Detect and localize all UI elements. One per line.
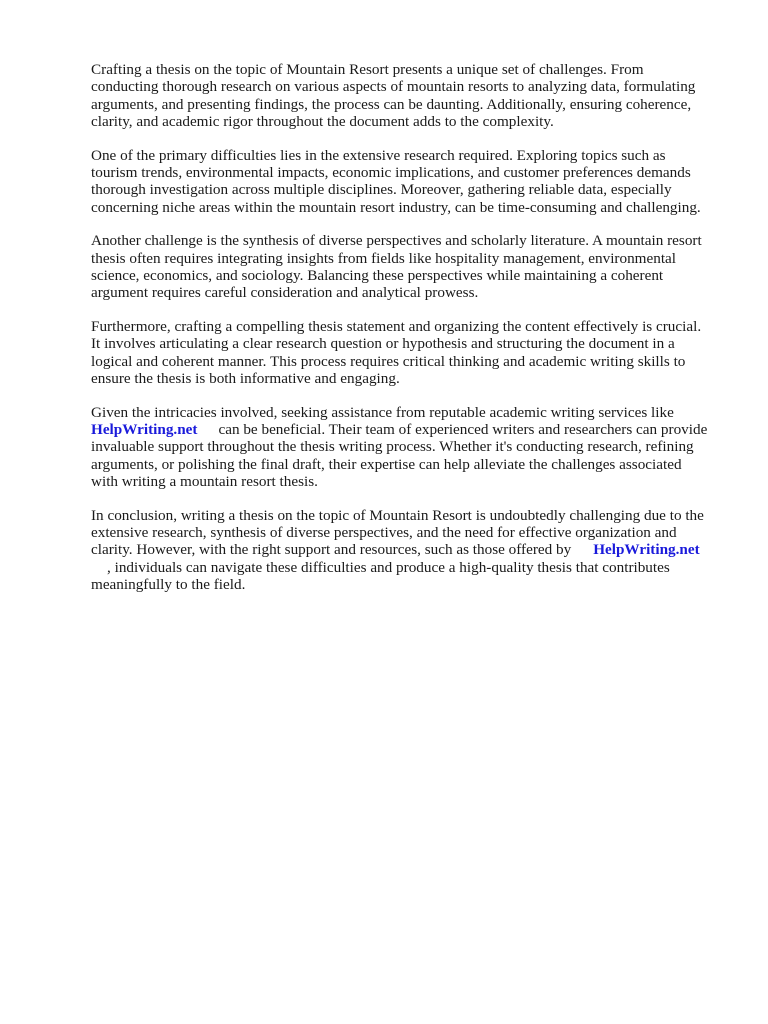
- text-line: invaluable support throughout the thesis writing process. Whether it's conducting research, refining: [91, 438, 694, 456]
- text-line: It involves articulating a clear research question or hypothesis and structuring the document in a: [91, 335, 675, 353]
- text-line: arguments, or polishing the final draft, their expertise can help alleviate the challenges associated: [91, 455, 682, 473]
- text-line: thesis often requires integrating insights from fields like hospitality management, environmental: [91, 249, 677, 267]
- paragraph-intro: [91, 61, 727, 131]
- text-fragment: can be beneficial. Their team of experienced writers and researchers can provide: [218, 420, 708, 438]
- text-line: extensive research, synthesis of diverse perspectives, and the need for effective organization and: [91, 523, 677, 541]
- text-line: clarity, and academic rigor throughout the document adds to the complexity.: [91, 113, 554, 131]
- paragraph-research: [91, 147, 727, 217]
- text-line: science, economics, and sociology. Balancing these perspectives while maintaining a coherent: [91, 267, 664, 285]
- paragraph-assistance: [91, 404, 727, 491]
- text-line: tourism trends, environmental impacts, economic implications, and customer preferences demands: [91, 164, 691, 182]
- text-line: , individuals can navigate these difficulties and produce a high-quality thesis that contributes: [107, 558, 670, 576]
- text-line: meaningfully to the field.: [91, 576, 246, 594]
- text-line: ensure the thesis is both informative and engaging.: [91, 370, 400, 388]
- text-line: logical and coherent manner. This process requires critical thinking and academic writing skills to: [91, 352, 686, 370]
- text-line: concerning niche areas within the mountain resort industry, can be time-consuming and challenging.: [91, 198, 701, 216]
- text-line: argument requires careful consideration and analytical prowess.: [91, 284, 479, 302]
- text-line: In conclusion, writing a thesis on the topic of Mountain Resort is undoubtedly challenging due to the: [91, 506, 704, 524]
- text-line: Another challenge is the synthesis of diverse perspectives and scholarly literature. A mountain resort: [91, 232, 702, 250]
- helpwriting-link[interactable]: HelpWriting.net: [593, 541, 700, 559]
- text-line: One of the primary difficulties lies in the extensive research required. Exploring topics such as: [91, 146, 666, 164]
- paragraph-conclusion: [91, 507, 727, 594]
- paragraph-thesis-statement: [91, 318, 727, 388]
- document-page: [91, 61, 727, 610]
- helpwriting-link[interactable]: HelpWriting.net: [91, 420, 198, 438]
- text-fragment: clarity. However, with the right support and resources, such as those offered by: [91, 541, 572, 559]
- text-line: thorough investigation across multiple disciplines. Moreover, gathering reliable data, especially: [91, 181, 672, 199]
- text-line: arguments, and presenting findings, the process can be daunting. Additionally, ensuring coherence,: [91, 95, 692, 113]
- text-line: conducting thorough research on various aspects of mountain resorts to analyzing data, formulating: [91, 78, 696, 96]
- paragraph-synthesis: [91, 232, 727, 302]
- text-line-with-link: [91, 541, 727, 558]
- text-line: Furthermore, crafting a compelling thesis statement and organizing the content effectively is crucial.: [91, 317, 702, 335]
- text-line: with writing a mountain resort thesis.: [91, 473, 318, 491]
- text-line: Crafting a thesis on the topic of Mountain Resort presents a unique set of challenges. From: [91, 61, 644, 78]
- text-line: Given the intricacies involved, seeking assistance from reputable academic writing services like: [91, 403, 674, 421]
- text-line-with-link: [91, 421, 727, 438]
